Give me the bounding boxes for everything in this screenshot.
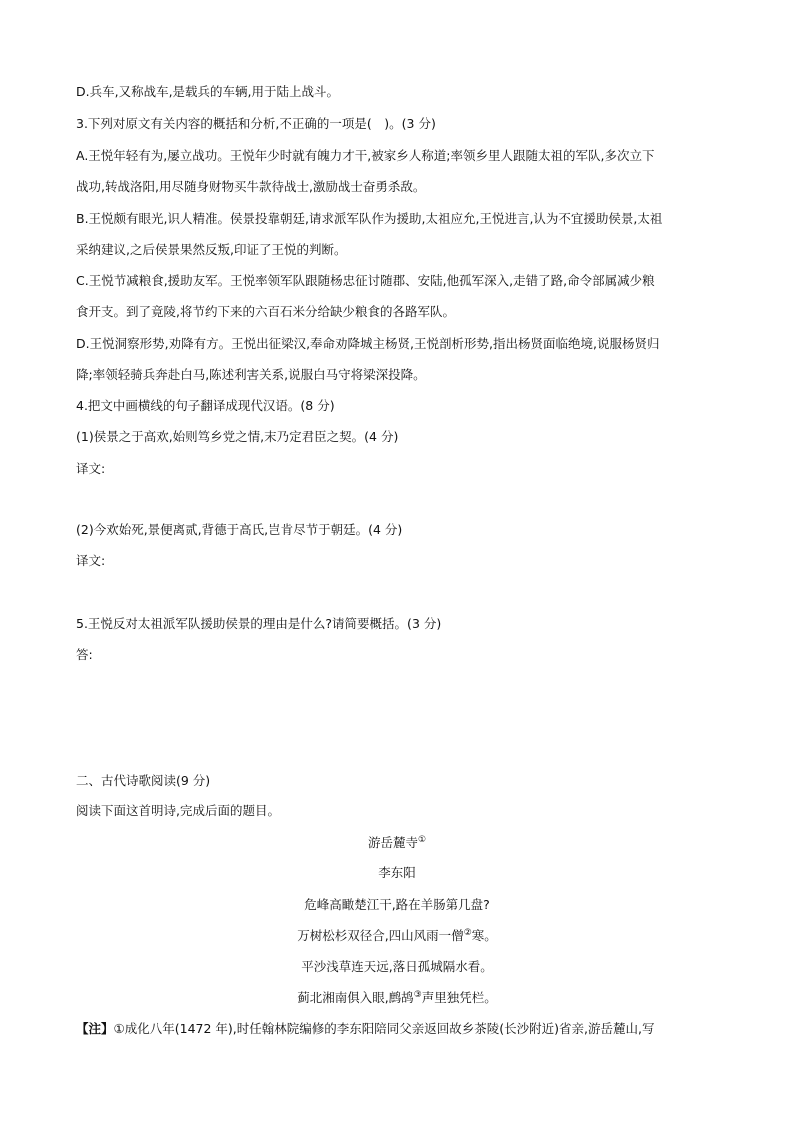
poem-line-2 [0,928,794,944]
section2-instruction: 阅读下面这首明诗,完成后面的题目。 [76,803,280,818]
poem-line-3: 平沙浅草连天远,落日孤城隔水看。 [301,959,493,974]
q4-sentence-2: (2)今欢始死,景便离贰,背德于高氏,岂肯尽节于朝廷。(4 分) [76,522,403,537]
poem-line-4-part-a: 蓟北湘南俱入眼,鹧鸪 [297,990,414,1005]
poem-line-2-part-b: 寒。 [471,928,497,943]
poem-line-4-footnote-marker: ③ [413,989,422,1000]
poem-line-4 [0,990,794,1006]
poem-author: 李东阳 [378,865,416,880]
q3-option-c-line2: 食开支。到了竟陵,将节约下来的六百石米分给缺少粮食的各路军队。 [76,304,455,319]
poem-footnote [76,1021,722,1037]
q3-option-b-line1: B.王悦颇有眼光,识人精准。侯景投靠朝廷,请求派军队作为援助,太祖应允,王悦进言,认为不宜援助侯景,太祖 [76,211,663,226]
q4-stem: 4.把文中画横线的句子翻译成现代汉语。(8 分) [76,398,335,413]
footnote-label: 【注】 [76,1021,114,1036]
poem-title [0,835,794,851]
q5-answer-label: 答: [76,647,93,662]
q4-answer-label-1: 译文: [76,461,106,476]
q4-answer-label-2: 译文: [76,553,106,568]
footnote-text: 成化八年(1472 年),时任翰林院编修的李东阳陪同父亲返回故乡茶陵(长沙附近)省亲,游岳麓山,写 [124,1021,655,1036]
q3-option-a-line1: A.王悦年轻有为,屡立战功。王悦年少时就有魄力才干,被家乡人称道;率领乡里人跟随太祖的军队,多次立下 [76,148,655,163]
poem-title-text: 游岳麓寺 [367,835,418,850]
q2-option-d: D.兵车,又称战车,是载兵的车辆,用于陆上战斗。 [76,84,340,99]
footnote-marker: ① [113,1021,125,1036]
poem-line-2-footnote-marker: ② [463,927,472,938]
q3-option-b-line2: 采纳建议,之后侯景果然反叛,印证了王悦的判断。 [76,242,347,257]
q4-sentence-1: (1)侯景之于高欢,始则笃乡党之情,末乃定君臣之契。(4 分) [76,429,399,444]
poem-line-4-part-b: 声里独凭栏。 [421,990,497,1005]
q3-stem: 3.下列对原文有关内容的概括和分析,不正确的一项是( )。(3 分) [76,116,436,131]
q3-option-c-line1: C.王悦节减粮食,援助友军。王悦率领军队跟随杨忠征讨随郡、安陆,他孤军深入,走错了路,命令部属减少粮 [76,273,655,288]
section2-heading: 二、古代诗歌阅读(9 分) [76,773,211,788]
q3-option-a-line2: 战功,转战洛阳,用尽随身财物买牛款待战士,激励战士奋勇杀敌。 [76,179,426,194]
q3-option-d-line1: D.王悦洞察形势,劝降有方。王悦出征梁汉,奉命劝降城主杨贤,王悦剖析形势,指出杨贤面临绝境,说服杨贤归 [76,336,660,351]
q5-stem: 5.王悦反对太祖派军队援助侯景的理由是什么?请简要概括。(3 分) [76,616,442,631]
poem-title-footnote-marker: ① [417,834,427,845]
q3-option-d-line2: 降;率领轻骑兵奔赴白马,陈述利害关系,说服白马守将梁深投降。 [76,367,426,382]
poem-line-1: 危峰高瞰楚江干,路在羊肠第几盘? [304,897,490,912]
poem-line-2-part-a: 万树松杉双径合,四山风雨一僧 [297,928,464,943]
